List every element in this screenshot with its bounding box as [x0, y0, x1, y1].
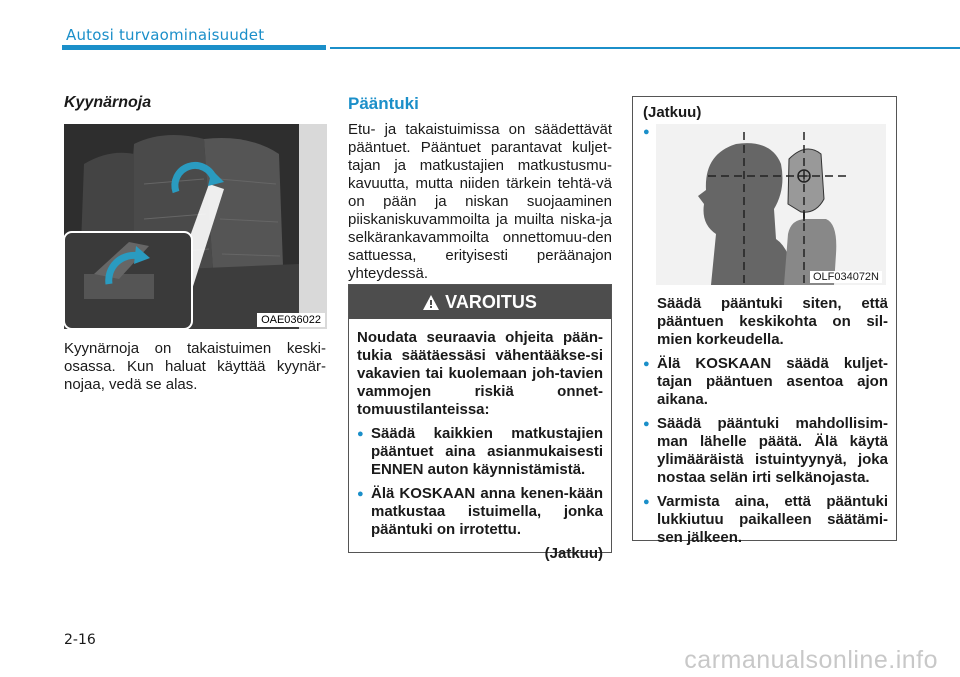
headrest-figure — [656, 124, 886, 285]
armrest-illustration — [64, 124, 327, 329]
image-code: OAE036022 — [257, 313, 325, 327]
list-item: ● Säädä kaikkien matkustajien pääntuet aina asianmukaisesti ENNEN auton käynnistämistä. — [357, 425, 603, 479]
headrest-heading: Pääntuki — [348, 94, 419, 113]
headrest-description: Etu- ja takaistuimissa on säädettävät pääntuet. Pääntuet parantavat kuljet-tajan ja matkustajien matkustusmu-kavuutta, mutta niiden tärkein tehtä-vä on pään ja niskan suojaaminen piiskaniskuvammoilta ja muilta niska-ja selkärankavammoilta onnettomuu-den sattuessa, erityisesti peräänajon yhteydessä. — [348, 121, 612, 282]
bullet-dot: ● — [643, 126, 650, 138]
armrest-heading: Kyynärnoja — [64, 94, 152, 111]
continued-bullets — [643, 355, 888, 547]
continued-warning-box — [632, 96, 897, 546]
image-code: OLF034072N — [810, 271, 882, 283]
continued-note: (Jatkuu) — [544, 545, 603, 562]
watermark: carmanualsonline.info — [684, 646, 938, 674]
warning-box — [348, 284, 612, 562]
warning-header — [349, 285, 611, 319]
list-item: ● Älä KOSKAAN anna kenen-kään matkustaa istuimella, jonka pääntuki on irrotettu. — [357, 485, 603, 539]
warning-triangle-icon — [423, 295, 439, 310]
warning-bullets — [349, 425, 611, 539]
warning-intro: Noudata seuraavia ohjeita pään-tukia säätäessäsi vähentääkse-si vakavien tai kuolemaan joh-tavien vammojen riskiä onnet-tomuustilanteissa: — [357, 329, 603, 418]
continued-label: (Jatkuu) — [643, 104, 702, 121]
continued-text — [643, 295, 888, 553]
section-title: Autosi turvaominaisuudet — [66, 26, 265, 44]
armrest-photo — [64, 124, 327, 329]
list-item: ● Älä KOSKAAN säädä kuljet-tajan pääntuen asentoa ajon aikana. — [643, 355, 888, 409]
page-number: 2-16 — [64, 632, 96, 648]
armrest-description: Kyynärnoja on takaistuimen keski-osassa. Kun haluat käyttää kyynär-nojaa, vedä se alas. — [64, 340, 326, 393]
head-silhouette-illustration — [656, 124, 886, 285]
headrest-height-instruction: Säädä pääntuki siten, että pääntuen keskikohta on sil-mien korkeudella. — [657, 295, 888, 348]
list-item: ● Varmista aina, että pääntuki lukkiutuu paikalleen säätämi-sen jälkeen. — [643, 493, 888, 547]
warning-title: VAROITUS — [445, 291, 537, 312]
header-accent-bar — [62, 45, 326, 50]
list-item: ● Säädä pääntuki mahdollisim-man lähelle päätä. Älä käytä ylimääräistä istuintyynyä, joka nostaa selän irti selkänojasta. — [643, 415, 888, 487]
header-rule — [330, 47, 960, 49]
